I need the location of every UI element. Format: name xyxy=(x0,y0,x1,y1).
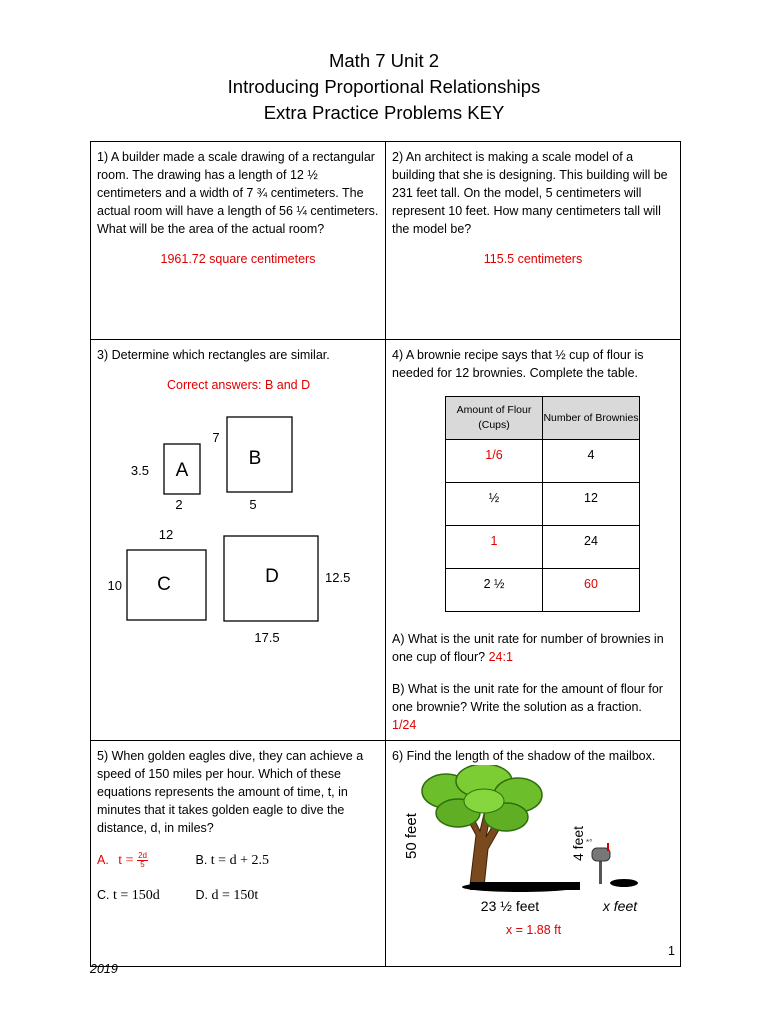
title-line-1: Math 7 Unit 2 xyxy=(328,50,440,71)
option-b-label: B. xyxy=(195,853,208,867)
problem-3-answer: Correct answers: B and D xyxy=(167,378,311,392)
problem-2-cell xyxy=(386,142,681,340)
brownies-cell: 60 xyxy=(543,569,640,612)
flour-cell: 1/6 xyxy=(446,440,543,483)
option-b xyxy=(195,853,268,867)
flour-cell: 1 xyxy=(446,526,543,569)
rectangle-b-height: 7 xyxy=(212,430,220,445)
question-b-text: B) What is the unit rate for the amount of flour for one brownie? Write the solution as a fraction. xyxy=(392,682,663,714)
svg-text:*°: *° xyxy=(586,838,593,847)
option-c-label: C. xyxy=(97,888,110,902)
problem-4-text: 4) A brownie recipe says that ½ cup of flour is needed for 12 brownies. Complete the table. xyxy=(392,348,644,380)
page-number: 1 xyxy=(668,944,675,958)
options-row-2 xyxy=(97,886,379,905)
problem-2-answer: 115.5 centimeters xyxy=(483,252,583,266)
problem-1-answer: 1961.72 square centimeters xyxy=(160,252,316,266)
table-row xyxy=(446,440,640,483)
brownie-table xyxy=(445,396,640,612)
option-d-label: D. xyxy=(195,888,208,902)
title-line-3: Extra Practice Problems KEY xyxy=(263,102,505,123)
problem-4-cell xyxy=(386,340,681,741)
problem-3-cell xyxy=(91,340,386,741)
mailbox-illustration xyxy=(586,838,610,884)
mailbox-shadow xyxy=(610,879,638,887)
brownies-cell: 12 xyxy=(543,483,640,526)
mailbox-height-label: 4 feet xyxy=(570,825,586,861)
option-c-equation: t = 150d xyxy=(112,888,160,903)
option-b-equation: t = d + 2.5 xyxy=(210,853,269,868)
question-b xyxy=(392,680,674,734)
option-d xyxy=(195,888,258,902)
question-a-text: A) What is the unit rate for number of brownies in one cup of flour? xyxy=(392,632,664,664)
column-header-brownies: Number of Brownies xyxy=(543,397,640,440)
problem-5-cell xyxy=(91,741,386,967)
problem-5-text: 5) When golden eagles dive, they can achieve a speed of 150 miles per hour. Which of these equations represents the amount of time, t, in minutes that it takes golden eagle to dive the distance, d, in miles? xyxy=(97,749,364,835)
rectangle-b-width: 5 xyxy=(249,497,257,512)
rectangle-c-width: 12 xyxy=(158,527,174,542)
problem-6-answer: x = 1.88 ft xyxy=(505,923,562,937)
rectangle-d-width: 17.5 xyxy=(254,630,280,645)
problem-3-text: 3) Determine which rectangles are similar. xyxy=(97,348,330,362)
rectangle-c-height: 10 xyxy=(107,578,122,593)
flour-cell: ½ xyxy=(446,483,543,526)
column-header-flour: Amount of Flour (Cups) xyxy=(446,397,543,440)
tree-shadow-band xyxy=(470,882,580,890)
question-b-answer: 1/24 xyxy=(392,718,417,732)
question-a xyxy=(392,630,674,666)
mailbox-shadow-label: x feet xyxy=(602,898,638,914)
option-d-equation: d = 150t xyxy=(211,888,259,903)
problems-grid xyxy=(90,141,681,967)
tree-height-label: 50 feet xyxy=(403,813,420,859)
problem-1-text: 1) A builder made a scale drawing of a rectangular room. The drawing has a length of 12 ½ centimeters and a width of 7 ¾ centimeters. The actual room will have a length of 56 ¼ centimeters. What will be the area of the actual room? xyxy=(97,150,379,236)
rectangle-b-label: B xyxy=(248,448,262,469)
table-row xyxy=(446,526,640,569)
rectangle-c-label: C xyxy=(157,574,171,595)
footer-year: 2019 xyxy=(90,962,118,976)
brownies-cell: 24 xyxy=(543,526,640,569)
question-a-answer: 24:1 xyxy=(488,650,513,664)
option-a-lhs: t = xyxy=(118,853,134,868)
rectangle-d-label: D xyxy=(265,566,279,587)
tree-shadow-label: 23 ½ feet xyxy=(480,898,540,914)
option-c xyxy=(97,886,192,905)
problem-6-cell xyxy=(386,741,681,967)
option-a-numerator: 2d xyxy=(138,851,147,861)
problem-2-text: 2) An architect is making a scale model of a building that she is designing. This building will be 231 feet tall. On the model, 5 centimeters will represent 10 feet. How many centimeters tall will the model be? xyxy=(392,150,668,236)
title-line-2: Introducing Proportional Relationships xyxy=(227,76,541,97)
flour-cell: 2 ½ xyxy=(446,569,543,612)
rectangle-a-label: A xyxy=(175,460,189,481)
rectangle-d-height: 12.5 xyxy=(325,570,351,585)
option-a-fraction xyxy=(137,852,148,869)
rectangle-a-height: 3.5 xyxy=(130,463,149,478)
rectangle-a-width: 2 xyxy=(175,497,183,512)
rectangles-figure xyxy=(97,406,377,656)
brownies-cell: 4 xyxy=(543,440,640,483)
problem-1-cell xyxy=(91,142,386,340)
option-a-label: A. xyxy=(97,853,109,867)
table-row xyxy=(446,569,640,612)
option-a-denominator: 5 xyxy=(140,860,145,870)
problem-6-text: 6) Find the length of the shadow of the mailbox. xyxy=(392,749,656,763)
options-row-1 xyxy=(97,851,379,870)
table-row xyxy=(446,483,640,526)
page-title xyxy=(0,48,768,126)
tree-illustration xyxy=(422,765,542,887)
option-a xyxy=(97,851,192,870)
